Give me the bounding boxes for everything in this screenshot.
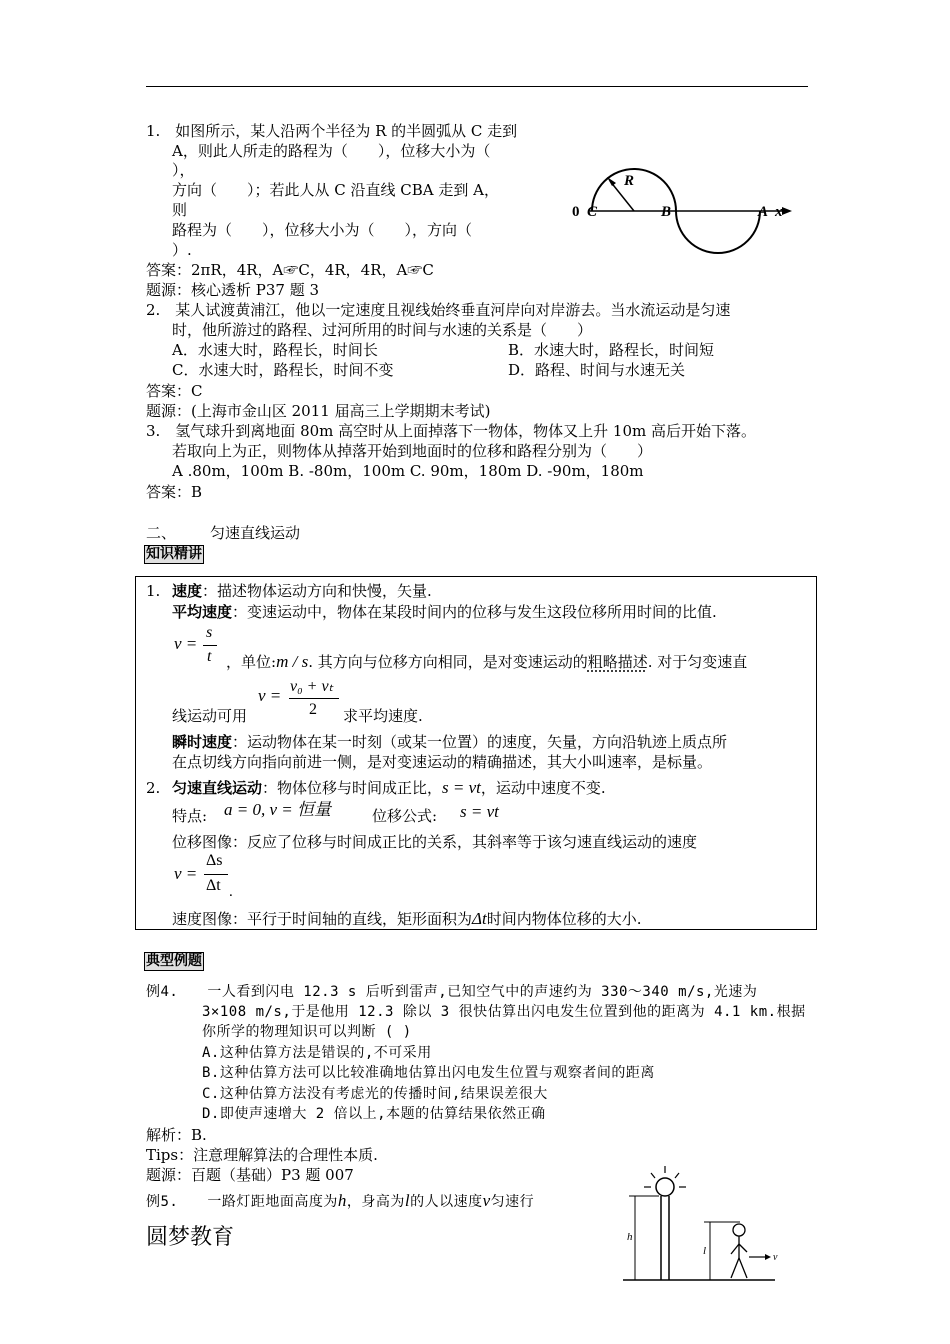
ex4-option-a: A.这种估算方法是错误的,不可采用 bbox=[202, 1045, 432, 1061]
feature-label: 特点: bbox=[172, 807, 208, 825]
ex4-line-1: 例4. 一人看到闪电 12.3 s 后听到雷声,已知空气中的声速约为 330～340 m/s,光速为 bbox=[146, 984, 758, 1000]
formula-slope-lhs: v = bbox=[174, 864, 198, 883]
ex4-option-b: B.这种估算方法可以比较准确地估算出闪电发生位置与观察者间的距离 bbox=[202, 1065, 655, 1081]
q2-answer: 答案：C bbox=[146, 382, 203, 400]
ex5-h: h bbox=[337, 1191, 347, 1210]
ex4-analysis: 解析：B. bbox=[146, 1126, 207, 1144]
uniform-motion-term: 匀速直线运动 bbox=[172, 779, 263, 797]
lamp-rays bbox=[644, 1166, 686, 1187]
displacement-formula: s = vt bbox=[460, 802, 499, 821]
q1-line-2: A，则此人所走的路程为（ ），位移大小为（ bbox=[172, 142, 491, 160]
formula-slope-den: Δt bbox=[206, 877, 221, 894]
q1-line-6: 路程为（ ），位移大小为（ ），方向（ bbox=[172, 221, 473, 239]
lamp-icon bbox=[656, 1178, 674, 1196]
label-a: A bbox=[758, 204, 769, 220]
section-number: 二、 bbox=[146, 524, 177, 542]
q3-options: A .80m，100m B. -80m，100m C. 90m，180m D. -90m，180m bbox=[172, 462, 644, 480]
ex4-line-3: 你所学的物理知识可以判断 ( ) bbox=[202, 1024, 412, 1040]
q3-line-1: 3. 氢气球升到离地面 80m 高空时从上面掉落下一物体，物体又上升 10m 高后开始下落。 bbox=[146, 422, 757, 440]
formula-v-num: s bbox=[206, 624, 213, 641]
unit-after: . 其方向与位移方向相同，是对变速运动的 bbox=[308, 653, 588, 671]
ex4-line-2: 3×108 m/s,于是他用 12.3 除以 3 很快估算出闪电发生位置到他的距离为 4.1 km.根据 bbox=[202, 1004, 806, 1020]
q2-line-2: 时，他所游过的路程、过河所用的时间与水速的关系是（ ） bbox=[172, 321, 593, 339]
line-use-a: 线运动可用 bbox=[172, 707, 248, 725]
label-b: B bbox=[661, 204, 672, 220]
q3-answer: 答案：B bbox=[146, 483, 203, 501]
displacement-label: 位移公式: bbox=[372, 807, 438, 825]
q2-source: 题源：(上海市金山区 2011 届高三上学期期末考试) bbox=[146, 402, 491, 420]
q2-option-b: B．水速大时，路程长，时间短 bbox=[508, 341, 715, 359]
ex4-option-d: D.即使声速增大 2 倍以上,本题的估算结果依然正确 bbox=[202, 1106, 546, 1122]
formula-slope-period: . bbox=[229, 884, 233, 900]
formula-s-vt: s = vt bbox=[442, 778, 481, 797]
q1-line-7: ）. bbox=[172, 241, 192, 259]
label-x: x bbox=[775, 204, 783, 220]
q1-line-3: ）， bbox=[172, 161, 195, 179]
ex5-v: v bbox=[482, 1191, 491, 1210]
formula-avg-lhs: v = bbox=[258, 686, 282, 705]
label-l: l bbox=[703, 1245, 707, 1257]
ex4-tips: Tips：注意理解算法的合理性本质. bbox=[146, 1146, 378, 1164]
graph-velocity-b: 时间内物体位移的大小. bbox=[486, 910, 642, 928]
formula-v-bar bbox=[203, 645, 217, 646]
label-r: R bbox=[624, 173, 635, 189]
line-use-b: 求平均速度. bbox=[343, 707, 423, 725]
formula-slope-num: Δs bbox=[206, 852, 223, 869]
formula-avg-num: v₀ + vₜ bbox=[290, 678, 334, 695]
examples-heading: 典型例题 bbox=[146, 953, 202, 969]
ex5-l: l bbox=[404, 1191, 411, 1210]
uniform-motion-after: ，运动中速度不变. bbox=[480, 779, 606, 797]
radius-arrow bbox=[607, 177, 616, 186]
semicircle-path-figure bbox=[560, 115, 795, 255]
feature-formula: a = 0, v = 恒量 bbox=[224, 800, 331, 819]
inst-speed-term: 瞬时速度 bbox=[172, 733, 233, 751]
graph-velocity-a: 速度图像：平行于时间轴的直线，矩形面积为 bbox=[172, 910, 473, 928]
inst-speed-line-1: ：运动物体在某一时刻（或某一位置）的速度，矢量，方向沿轨迹上质点所 bbox=[232, 733, 728, 751]
walking-person-icon bbox=[731, 1224, 747, 1278]
formula-avg-bar bbox=[289, 698, 339, 699]
speed-text: ：描述物体运动方向和快慢，矢量. bbox=[202, 582, 432, 600]
q2-line-1: 2. 某人试渡黄浦江，他以一定速度且视线始终垂直河岸向对岸游去。当水流运动是匀速 bbox=[146, 301, 731, 319]
coarse-desc: 粗略描述 bbox=[587, 653, 648, 671]
ex4-option-c: C.这种估算方法没有考虑光的传播时间,结果误差很大 bbox=[202, 1086, 548, 1102]
ex5-text-b: ，身高为 bbox=[346, 1194, 405, 1210]
x-axis-arrow bbox=[782, 207, 792, 215]
label-h: h bbox=[627, 1231, 633, 1243]
avg-speed-term: 平均速度 bbox=[172, 603, 233, 621]
unit-text: ，单位: bbox=[226, 653, 277, 671]
q1-line-5: 则 bbox=[172, 201, 188, 219]
graph-velocity-dt: Δt bbox=[472, 909, 487, 928]
q3-line-2: 若取向上为正，则物体从掉落开始到地面时的位移和路程分别为（ ） bbox=[172, 442, 653, 460]
footer-brand: 圆梦教育 bbox=[146, 1225, 235, 1250]
avg-speed-text: ：变速运动中，物体在某段时间内的位移与发生这段位移所用时间的比值. bbox=[232, 603, 717, 621]
label-v: v bbox=[773, 1252, 778, 1263]
inst-speed-line-2: 在点切线方向指向前进一侧，是对变速运动的精确描述，其大小叫速率，是标量。 bbox=[172, 753, 713, 771]
header-rule bbox=[146, 86, 808, 87]
formula-v-den: t bbox=[207, 648, 212, 665]
label-origin: 0 bbox=[572, 204, 580, 220]
ex4-source: 题源：百题（基础）P3 题 007 bbox=[146, 1166, 354, 1184]
q1-line-1: 1. 如图所示，某人沿两个半径为 R 的半圆弧从 C 走到 bbox=[146, 122, 518, 140]
lower-semicircle-arc bbox=[676, 211, 760, 253]
knowledge-heading: 知识精讲 bbox=[146, 546, 202, 562]
ex5-text-d: 匀速行 bbox=[490, 1194, 535, 1210]
unit-value: m / s bbox=[276, 652, 309, 671]
coarse-after: . 对于匀变速直 bbox=[647, 653, 748, 671]
formula-avg-den: 2 bbox=[309, 701, 317, 718]
streetlamp-figure bbox=[615, 1160, 790, 1285]
velocity-arrowhead bbox=[765, 1254, 771, 1260]
k-p2-num: 2. bbox=[146, 779, 161, 797]
graph-displacement: 位移图像：反应了位移与时间成正比的关系，其斜率等于该匀速直线运动的速度 bbox=[172, 833, 698, 851]
section-title: 匀速直线运动 bbox=[210, 524, 301, 542]
q2-option-a: A．水速大时，路程长，时间长 bbox=[172, 341, 378, 359]
q1-answer: 答案：2πR，4R，A☞C，4R，4R，A☞C bbox=[146, 261, 434, 279]
uniform-motion-text: ：物体位移与时间成正比， bbox=[262, 779, 443, 797]
ex5-text-a: 例5. 一路灯距地面高度为 bbox=[146, 1194, 338, 1210]
q2-option-d: D．路程、时间与水速无关 bbox=[508, 361, 686, 379]
q1-source: 题源：核心透析 P37 题 3 bbox=[146, 281, 320, 299]
ex5-text-c: 的人以速度 bbox=[410, 1194, 483, 1210]
k-p1-num: 1. bbox=[146, 582, 161, 600]
label-c: C bbox=[587, 204, 598, 220]
speed-term: 速度 bbox=[172, 582, 203, 600]
q1-line-4: 方向（ ）；若此人从 C 沿直线 CBA 走到 A， bbox=[172, 181, 499, 199]
formula-slope-bar bbox=[204, 874, 228, 875]
q2-option-c: C．水速大时，路程长，时间不变 bbox=[172, 361, 394, 379]
formula-v-lhs: v = bbox=[174, 634, 198, 653]
